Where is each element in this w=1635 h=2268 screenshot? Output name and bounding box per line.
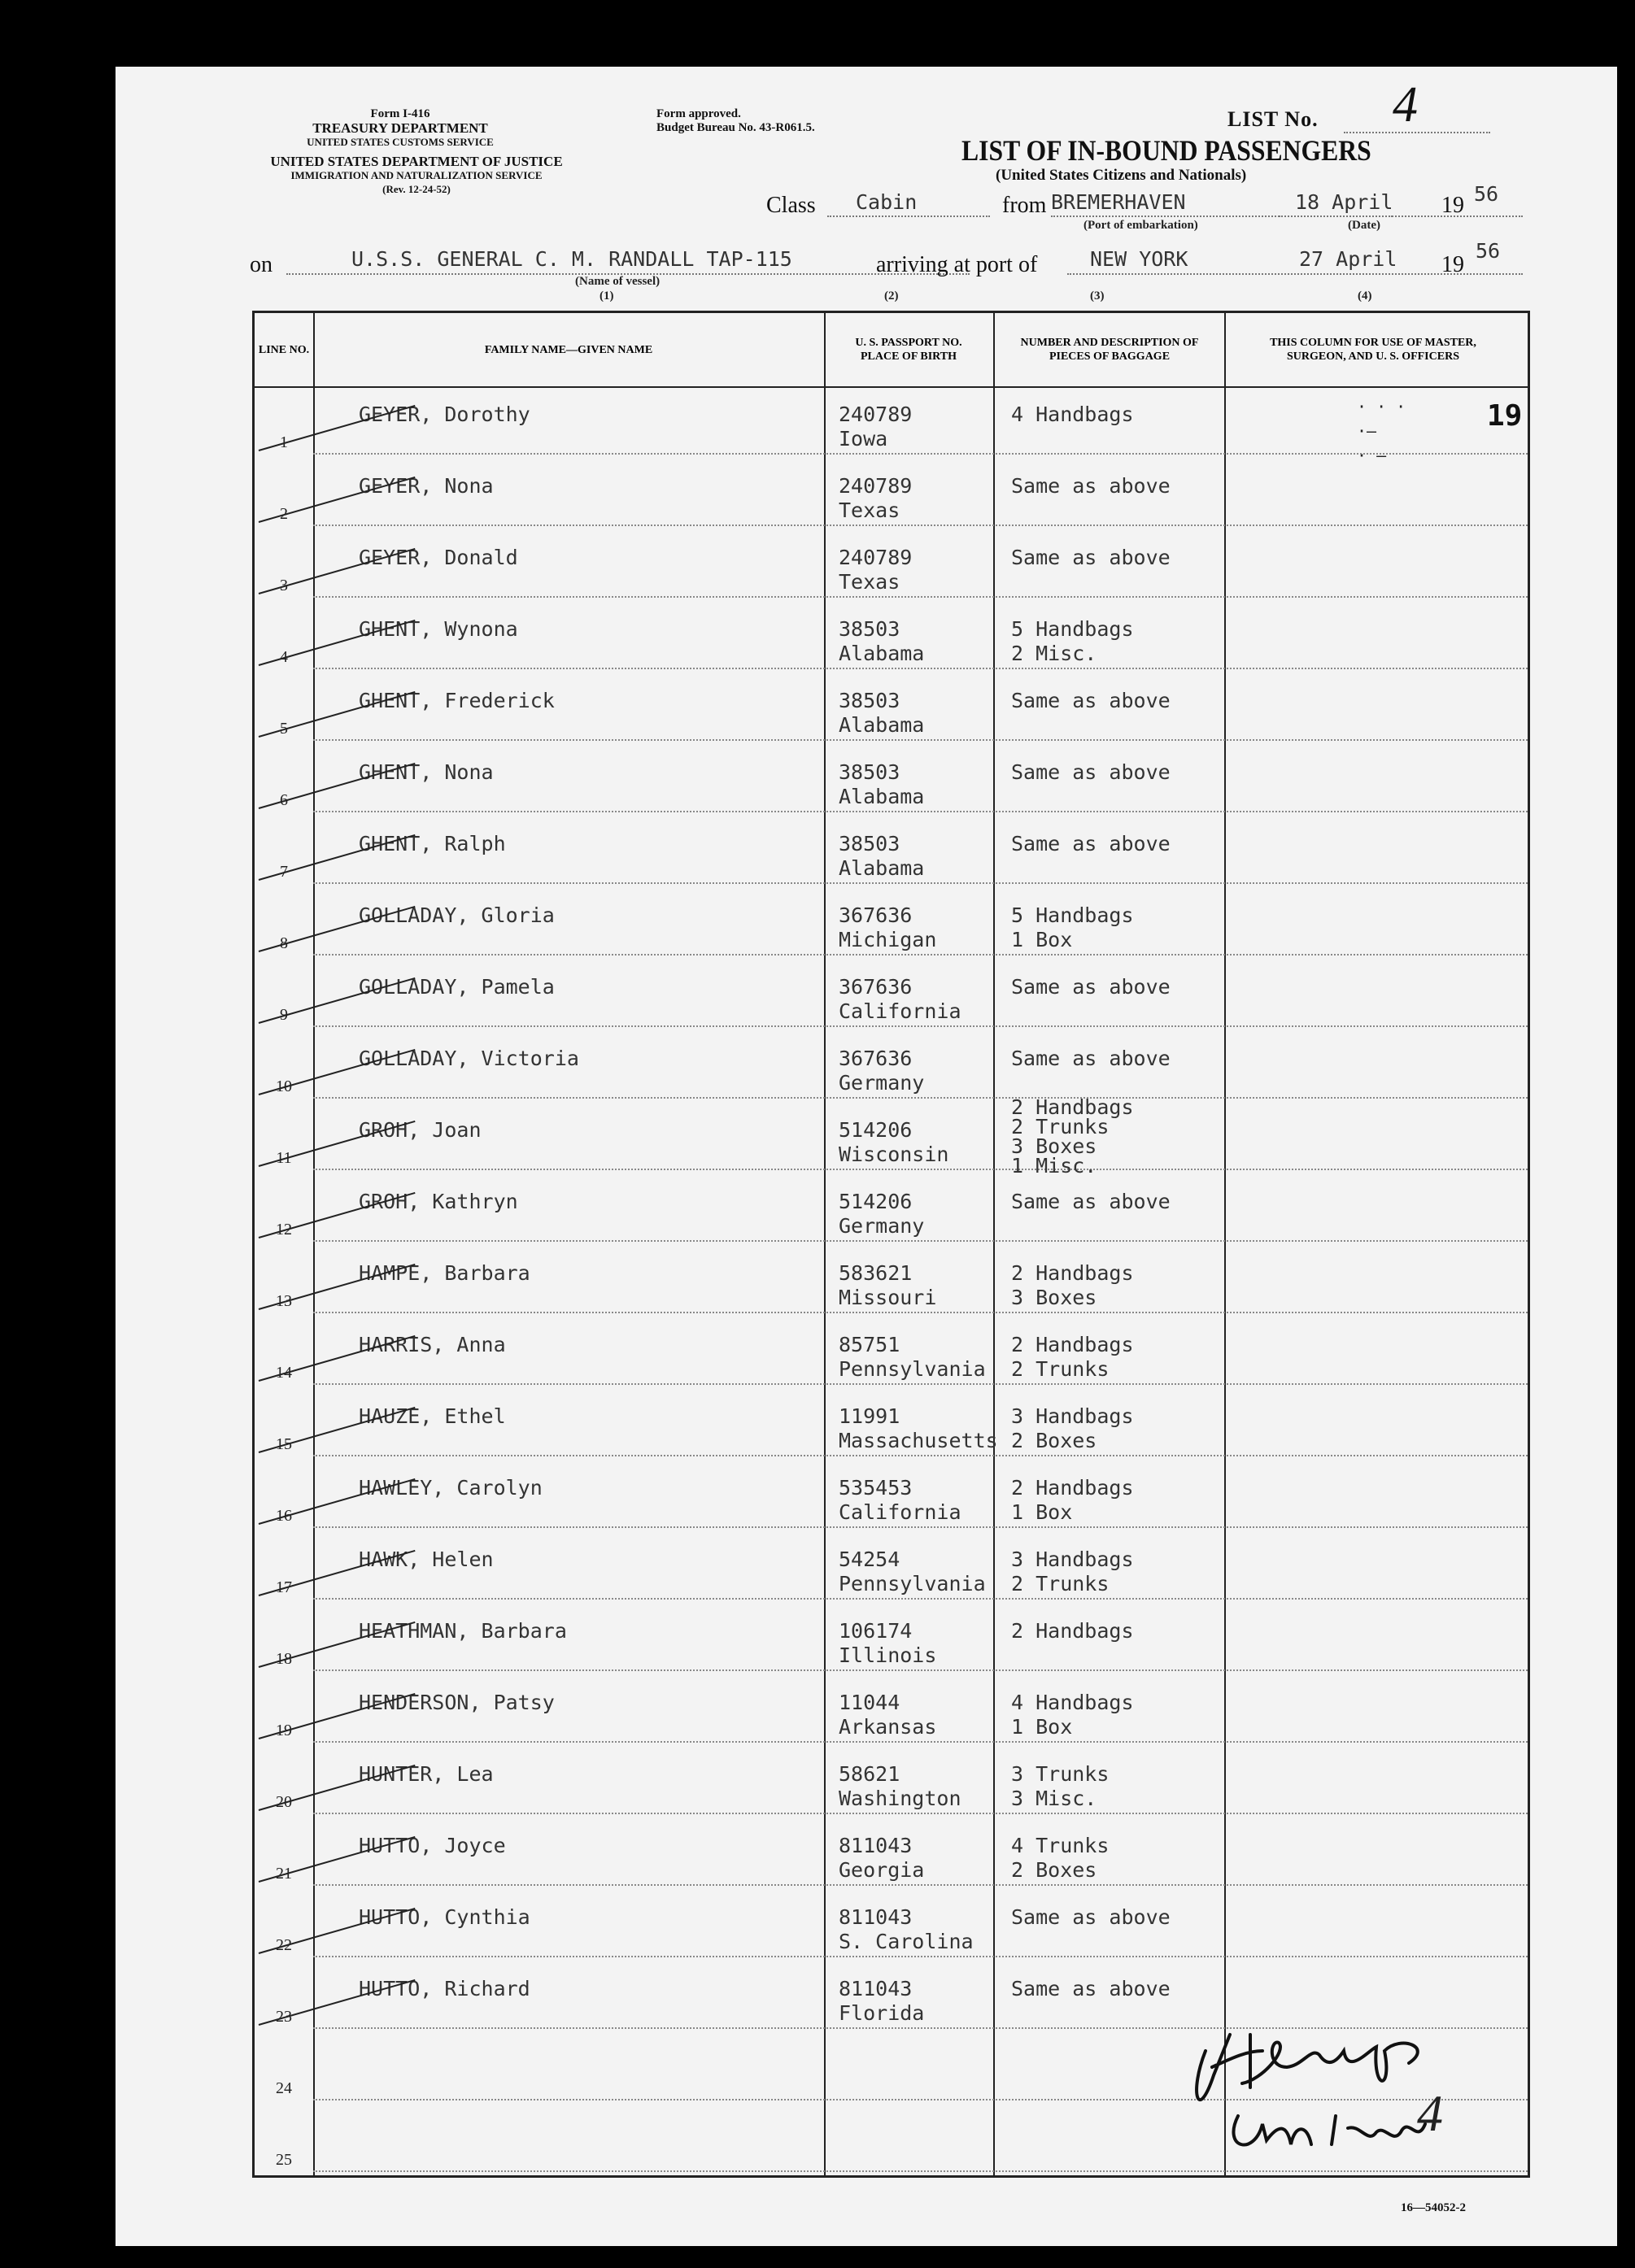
date-caption: (Date) [1348, 219, 1380, 232]
passenger-name: HAUZE, Ethel [359, 1404, 506, 1428]
check-mark [259, 1765, 416, 1811]
baggage-line: 1 Box [1011, 1500, 1073, 1524]
passport-number: 11991 [839, 1404, 900, 1428]
row-rule [313, 1598, 1528, 1600]
check-mark [259, 548, 416, 594]
arrival-date: 27 April [1299, 247, 1397, 271]
arrival-year-prefix: 19 [1441, 252, 1464, 277]
passenger-name: GHENT, Frederick [359, 689, 555, 712]
passenger-name: GEYER, Dorothy [359, 403, 530, 426]
line-number: 16 [276, 1507, 292, 1525]
passport-number: 811043 [839, 1905, 913, 1929]
row-rule [313, 1455, 1528, 1456]
baggage-line: Same as above [1011, 760, 1171, 784]
row-rule [313, 882, 1528, 884]
form-page [116, 67, 1617, 2246]
check-mark [259, 977, 416, 1024]
line-number: 1 [280, 433, 288, 451]
passport-number: 367636 [839, 975, 913, 999]
baggage-line: 1 Box [1011, 1715, 1073, 1739]
check-mark [259, 1908, 416, 1954]
approval-block [656, 107, 815, 135]
line-number: 13 [276, 1292, 292, 1310]
line-number: 12 [276, 1221, 292, 1238]
check-mark [259, 1264, 416, 1310]
check-mark [259, 405, 416, 451]
place-of-birth: Massachusetts [839, 1429, 998, 1452]
dept-justice-sub: IMMIGRATION AND NATURALIZATION SERVICE [290, 169, 543, 181]
header-passport: U. S. PASSPORT NO. PLACE OF BIRTH [855, 337, 962, 363]
baggage-line: Same as above [1011, 975, 1171, 999]
place-of-birth: Illinois [839, 1643, 937, 1667]
revision: (Rev. 12-24-52) [382, 183, 451, 195]
check-mark [259, 1622, 416, 1668]
officer-dots: · · · ·–· – [1357, 397, 1406, 465]
row-rule [313, 525, 1528, 526]
row-rule [313, 811, 1528, 812]
row-rule [313, 1025, 1528, 1027]
row-rule [313, 1813, 1528, 1814]
check-mark [259, 1049, 416, 1095]
passenger-name: HUNTER, Lea [359, 1762, 494, 1786]
place-of-birth: Alabama [839, 713, 925, 737]
arrival-port: NEW YORK [1090, 247, 1188, 271]
passenger-name: GEYER, Donald [359, 546, 518, 569]
form-title: LIST OF IN-BOUND PASSENGERS [961, 134, 1371, 167]
col-divider [313, 313, 315, 2175]
header-name: FAMILY NAME—GIVEN NAME [484, 343, 653, 356]
row-rule [313, 1526, 1528, 1528]
passport-number: 58621 [839, 1762, 900, 1786]
passport-number: 514206 [839, 1118, 913, 1142]
passenger-name: GROH, Kathryn [359, 1190, 518, 1213]
line-number: 14 [276, 1364, 292, 1382]
row-rule [313, 1097, 1528, 1099]
passenger-name: GOLLADAY, Pamela [359, 975, 555, 999]
line-number: 6 [280, 791, 288, 809]
line-number: 3 [280, 577, 288, 594]
row-rule [313, 453, 1528, 455]
passenger-name: GROH, Joan [359, 1118, 482, 1142]
on-label: on [250, 252, 272, 277]
header-line-no: LINE NO. [258, 343, 310, 356]
form-approved: Form approved. [656, 107, 741, 120]
passenger-name: GHENT, Wynona [359, 617, 518, 641]
baggage-line: 2 Trunks [1011, 1357, 1110, 1381]
baggage-line: 4 Handbags [1011, 403, 1134, 426]
baggage-line: 2 Handbags [1011, 1261, 1134, 1285]
baggage-line: 1 Box [1011, 928, 1073, 951]
check-mark [259, 834, 416, 881]
check-mark [259, 620, 416, 666]
dept-justice: UNITED STATES DEPARTMENT OF JUSTICE [270, 154, 563, 169]
baggage-line: 4 Handbags [1011, 1691, 1134, 1714]
check-mark [259, 1693, 416, 1739]
passport-number: 54254 [839, 1548, 900, 1571]
passenger-name: GOLLADAY, Victoria [359, 1047, 579, 1070]
check-mark [259, 1407, 416, 1453]
passport-number: 38503 [839, 760, 900, 784]
baggage-line: 3 Boxes [1011, 1286, 1097, 1309]
list-number-label: LIST No. [1227, 107, 1319, 131]
col-divider [993, 313, 995, 2175]
col-marker-2: (2) [884, 289, 899, 303]
place-of-birth: S. Carolina [839, 1930, 974, 1953]
check-mark [259, 1836, 416, 1883]
row-rule [313, 1312, 1528, 1313]
place-of-birth: Michigan [839, 928, 937, 951]
passenger-name: HUTTO, Richard [359, 1977, 530, 2000]
place-of-birth: Alabama [839, 785, 925, 808]
place-of-birth: Pennsylvania [839, 1357, 986, 1381]
row-rule [313, 668, 1528, 669]
passenger-name: HEATHMAN, Barbara [359, 1619, 567, 1643]
passport-number: 514206 [839, 1190, 913, 1213]
line-number: 2 [280, 505, 288, 523]
col-marker-3: (3) [1090, 289, 1105, 303]
baggage-line: 5 Handbags [1011, 903, 1134, 927]
line-number: 5 [280, 720, 288, 738]
class-line [827, 215, 990, 217]
line-number: 25 [276, 2151, 292, 2169]
baggage-line: 2 Misc. [1011, 642, 1097, 665]
passenger-name: GHENT, Ralph [359, 832, 506, 855]
baggage-line: Same as above [1011, 832, 1171, 855]
row-rule [313, 1240, 1528, 1242]
baggage-line: 2 Handbags [1011, 1095, 1134, 1119]
line-number: 22 [276, 1936, 292, 1954]
passenger-name: GEYER, Nona [359, 474, 494, 498]
passenger-table [252, 311, 1530, 2178]
passport-number: 38503 [839, 689, 900, 712]
passenger-name: HUTTO, Cynthia [359, 1905, 530, 1929]
budget-bureau: Budget Bureau No. 43-R061.5. [656, 121, 815, 134]
departure-year: 56 [1474, 182, 1499, 206]
place-of-birth: Germany [839, 1214, 925, 1238]
passport-number: 38503 [839, 832, 900, 855]
arrival-year: 56 [1476, 239, 1501, 263]
dept-treasury-sub: UNITED STATES CUSTOMS SERVICE [307, 136, 494, 148]
passenger-name: HENDERSON, Patsy [359, 1691, 555, 1714]
passport-number: 367636 [839, 1047, 913, 1070]
row-rule [313, 739, 1528, 741]
baggage-line: Same as above [1011, 1977, 1171, 2000]
line-number: 18 [276, 1650, 292, 1668]
check-mark [259, 477, 416, 523]
row-rule [313, 1956, 1528, 1957]
check-mark [259, 691, 416, 738]
line-number: 11 [276, 1149, 292, 1167]
line-number: 10 [276, 1077, 292, 1095]
from-label: from [1002, 193, 1047, 218]
passport-number: 240789 [839, 403, 913, 426]
baggage-line: 5 Handbags [1011, 617, 1134, 641]
passport-number: 240789 [839, 546, 913, 569]
passenger-name: HARRIS, Anna [359, 1333, 506, 1356]
line-number: 7 [280, 863, 288, 881]
place-of-birth: Wisconsin [839, 1143, 949, 1166]
col-marker-4: (4) [1358, 289, 1372, 303]
departure-year-prefix: 19 [1441, 193, 1464, 218]
row-rule [313, 1741, 1528, 1743]
baggage-line: Same as above [1011, 1190, 1171, 1213]
class-label: Class [766, 193, 816, 218]
place-of-birth: Missouri [839, 1286, 937, 1309]
place-of-birth: California [839, 999, 961, 1023]
baggage-line: 3 Trunks [1011, 1762, 1110, 1786]
place-of-birth: Alabama [839, 856, 925, 880]
check-mark [259, 1335, 416, 1382]
place-of-birth: Pennsylvania [839, 1572, 986, 1595]
vessel-caption: (Name of vessel) [575, 275, 661, 288]
place-of-birth: Iowa [839, 427, 888, 451]
row-rule [313, 596, 1528, 598]
passport-number: 106174 [839, 1619, 913, 1643]
form-subtitle: (United States Citizens and Nationals) [996, 167, 1247, 184]
baggage-line: 3 Handbags [1011, 1548, 1134, 1571]
passenger-name: HUTTO, Joyce [359, 1834, 506, 1857]
place-of-birth: Texas [839, 498, 900, 522]
passenger-name: HAWK, Helen [359, 1548, 494, 1571]
embarkation-caption: (Port of embarkation) [1083, 219, 1198, 232]
passenger-name: GOLLADAY, Gloria [359, 903, 555, 927]
vessel-name: U.S.S. GENERAL C. M. RANDALL TAP-115 [351, 247, 792, 271]
passport-number: 583621 [839, 1261, 913, 1285]
arriving-label: arriving at port of [876, 252, 1038, 277]
check-mark [259, 1121, 416, 1167]
check-mark [259, 1979, 416, 2026]
baggage-line: Same as above [1011, 1047, 1171, 1070]
line-number: 23 [276, 2008, 292, 2026]
page-number-handwritten: 4 [1417, 2084, 1443, 2142]
row-rule [313, 1669, 1528, 1671]
dept-treasury: TREASURY DEPARTMENT [312, 120, 488, 136]
passport-number: 367636 [839, 903, 913, 927]
place-of-birth: California [839, 1500, 961, 1524]
check-mark [259, 1478, 416, 1525]
header-baggage: NUMBER AND DESCRIPTION OF PIECES OF BAGGAGE [1020, 337, 1199, 363]
embarkation-port: BREMERHAVEN [1051, 190, 1186, 214]
date-line [1279, 215, 1523, 217]
header-officers: THIS COLUMN FOR USE OF MASTER, SURGEON, AND U. S. OFFICERS [1270, 337, 1476, 363]
baggage-line: 3 Misc. [1011, 1787, 1097, 1810]
passport-number: 85751 [839, 1333, 900, 1356]
baggage-line: Same as above [1011, 1905, 1171, 1929]
baggage-line: 2 Handbags [1011, 1619, 1134, 1643]
form-number: Form I-416 [370, 107, 430, 120]
check-mark [259, 1550, 416, 1596]
departure-date: 18 April [1295, 190, 1393, 214]
passport-number: 811043 [839, 1977, 913, 2000]
place-of-birth: Georgia [839, 1858, 925, 1882]
baggage-line: 2 Handbags [1011, 1333, 1134, 1356]
check-mark [259, 1192, 416, 1238]
baggage-line: 1 Misc. [1011, 1154, 1097, 1178]
baggage-line: 3 Handbags [1011, 1404, 1134, 1428]
place-of-birth: Washington [839, 1787, 961, 1810]
baggage-line: 3 Boxes [1011, 1134, 1097, 1158]
line-number: 21 [276, 1865, 292, 1883]
row-rule [313, 954, 1528, 956]
line-number: 4 [280, 648, 288, 666]
passenger-name: HAWLEY, Carolyn [359, 1476, 543, 1500]
passenger-name: GHENT, Nona [359, 760, 494, 784]
baggage-line: Same as above [1011, 546, 1171, 569]
class-value: Cabin [856, 190, 918, 214]
footer-code: 16—54052-2 [1401, 2201, 1466, 2214]
place-of-birth: Germany [839, 1071, 925, 1095]
col-marker-1: (1) [600, 289, 614, 303]
baggage-line: 2 Trunks [1011, 1572, 1110, 1595]
baggage-line: 2 Boxes [1011, 1858, 1097, 1882]
row-rule [313, 1169, 1528, 1170]
passport-number: 240789 [839, 474, 913, 498]
place-of-birth: Texas [839, 570, 900, 594]
line-number: 19 [276, 1722, 292, 1739]
baggage-line: 2 Handbags [1011, 1476, 1134, 1500]
passport-number: 535453 [839, 1476, 913, 1500]
row-rule [313, 1884, 1528, 1886]
passport-number: 38503 [839, 617, 900, 641]
line-number: 20 [276, 1793, 292, 1811]
baggage-line: 4 Trunks [1011, 1834, 1110, 1857]
baggage-line: 2 Trunks [1011, 1115, 1110, 1138]
officer-mark: 19 [1487, 399, 1523, 433]
header-divider [255, 386, 1528, 388]
row-rule [313, 1383, 1528, 1385]
baggage-line: 2 Boxes [1011, 1429, 1097, 1452]
line-number: 8 [280, 934, 288, 952]
place-of-birth: Arkansas [839, 1715, 937, 1739]
passenger-name: HAMPE, Barbara [359, 1261, 530, 1285]
agency-block-justice [238, 155, 595, 196]
line-number: 15 [276, 1435, 292, 1453]
agency-block [270, 107, 530, 149]
passport-number: 11044 [839, 1691, 900, 1714]
line-number: 9 [280, 1006, 288, 1024]
line-number: 24 [276, 2079, 292, 2097]
line-number: 17 [276, 1578, 292, 1596]
col-divider [1224, 313, 1226, 2175]
baggage-line: Same as above [1011, 689, 1171, 712]
passport-number: 811043 [839, 1834, 913, 1857]
check-mark [259, 763, 416, 809]
list-number-value: 4 [1393, 77, 1418, 133]
baggage-line: Same as above [1011, 474, 1171, 498]
place-of-birth: Florida [839, 2001, 925, 2025]
col-divider [824, 313, 826, 2175]
check-mark [259, 906, 416, 952]
place-of-birth: Alabama [839, 642, 925, 665]
